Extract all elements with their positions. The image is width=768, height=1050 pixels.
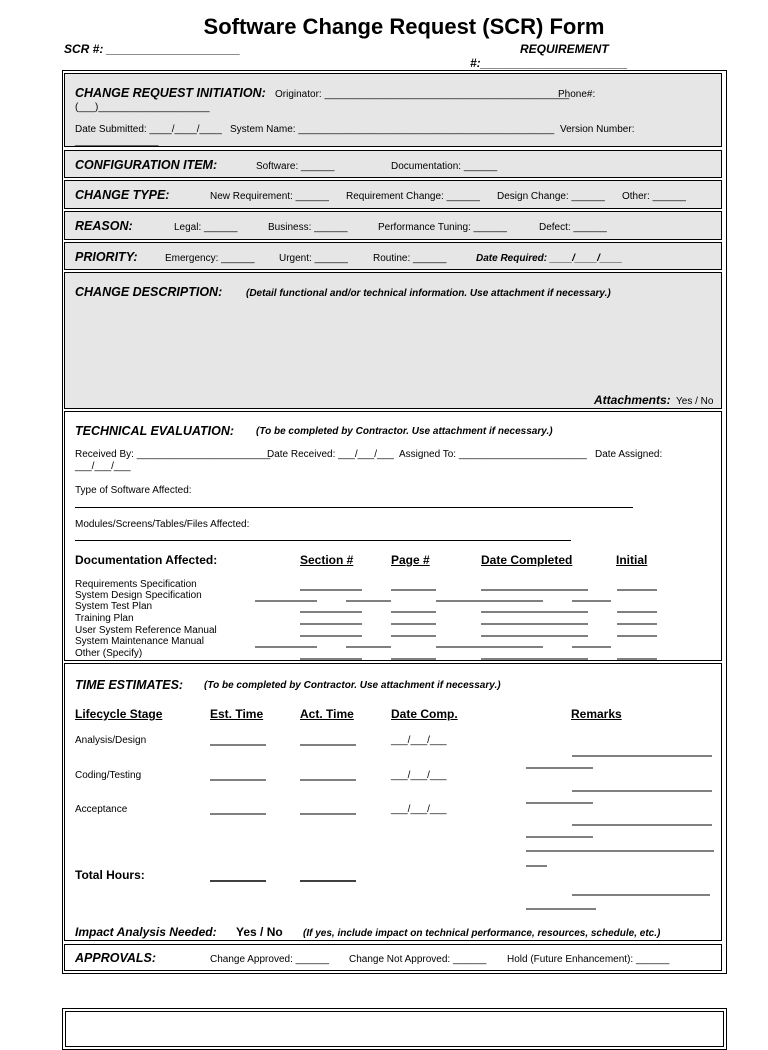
new-requirement-field[interactable]: New Requirement: ______ <box>210 191 329 202</box>
doc-table-lines[interactable] <box>65 572 721 660</box>
act-time-column-header: Act. Time <box>300 707 354 721</box>
software-affected-label: Type of Software Affected: <box>75 485 192 496</box>
config-section <box>64 150 722 178</box>
doc-row-label: System Design Specification <box>75 590 202 601</box>
performance-tuning-field[interactable]: Performance Tuning: ______ <box>378 222 507 233</box>
emergency-field[interactable]: Emergency: ______ <box>165 253 255 264</box>
doc-row-label: Requirements Specification <box>75 579 197 590</box>
hold-field[interactable]: Hold (Future Enhancement): ______ <box>507 954 670 965</box>
approvals-section <box>64 944 722 971</box>
documentation-field[interactable]: Documentation: ______ <box>391 161 498 172</box>
requirement-label: REQUIREMENT <box>520 42 609 56</box>
other-field[interactable]: Other: ______ <box>622 191 686 202</box>
section-column-header: Section # <box>300 553 354 567</box>
form-title: Software Change Request (SCR) Form <box>203 14 605 39</box>
date-assigned-label: Date Assigned: <box>595 449 663 460</box>
software-affected-line[interactable] <box>75 507 633 508</box>
lifecycle-stage-column-header: Lifecycle Stage <box>75 707 163 721</box>
urgent-field[interactable]: Urgent: ______ <box>279 253 348 264</box>
date-comp-field[interactable]: ___/___/___ <box>391 735 447 746</box>
change-type-section <box>64 180 722 209</box>
received-by-field[interactable]: Received By: ________________________ <box>75 449 271 460</box>
phone-label: Phone#: <box>558 89 596 100</box>
time-heading: TIME ESTIMATES: <box>75 678 184 692</box>
scr-number-field[interactable]: SCR #: ____________________ <box>64 42 241 56</box>
time-section <box>64 663 722 941</box>
change-approved-field[interactable]: Change Approved: ______ <box>210 954 329 965</box>
stage-row-label: Acceptance <box>75 804 128 815</box>
version-label: Version Number: <box>560 124 635 135</box>
next-page-frame <box>62 1008 727 1050</box>
est-time-column-header: Est. Time <box>210 707 264 721</box>
originator-field[interactable]: Originator: ____________________________________________ <box>275 89 570 100</box>
change-type-heading: CHANGE TYPE: <box>75 188 170 202</box>
attachments-yes-no[interactable]: Yes / No <box>676 396 714 407</box>
config-heading: CONFIGURATION ITEM: <box>75 158 218 172</box>
business-field[interactable]: Business: ______ <box>268 222 348 233</box>
assigned-to-field[interactable]: Assigned To: _______________________ <box>399 449 587 460</box>
date-received-field[interactable]: Date Received: ___/___/___ <box>267 449 394 460</box>
requirement-number-field[interactable]: #:______________________ <box>470 56 628 70</box>
requirement-change-field[interactable]: Requirement Change: ______ <box>346 191 480 202</box>
reason-section <box>64 211 722 240</box>
impact-note: (If yes, include impact on technical performance, resources, schedule, etc.) <box>303 928 661 939</box>
stage-row-label: Coding/Testing <box>75 770 142 781</box>
impact-yes-no[interactable]: Yes / No <box>236 925 283 939</box>
design-change-field[interactable]: Design Change: ______ <box>497 191 605 202</box>
date-required-field[interactable]: Date Required: ____/____/____ <box>476 253 623 264</box>
date-submitted-field[interactable]: Date Submitted: ____/____/____ <box>75 124 222 135</box>
doc-row-label: User System Reference Manual <box>75 625 217 636</box>
impact-analysis-label: Impact Analysis Needed: <box>75 925 217 939</box>
modules-affected-label: Modules/Screens/Tables/Files Affected: <box>75 519 250 530</box>
approvals-heading: APPROVALS: <box>75 951 157 965</box>
phone-field[interactable]: (___)____________________ <box>75 102 210 113</box>
technical-note: (To be completed by Contractor. Use attachment if necessary.) <box>256 426 553 437</box>
date-completed-column-header: Date Completed <box>481 553 573 567</box>
change-not-approved-field[interactable]: Change Not Approved: ______ <box>349 954 487 965</box>
modules-affected-line[interactable] <box>75 540 571 541</box>
defect-field[interactable]: Defect: ______ <box>539 222 607 233</box>
date-comp-field[interactable]: ___/___/___ <box>391 770 447 781</box>
routine-field[interactable]: Routine: ______ <box>373 253 447 264</box>
version-field[interactable]: _______________ <box>75 136 159 147</box>
initiation-heading: CHANGE REQUEST INITIATION: <box>75 86 266 100</box>
page-column-header: Page # <box>391 553 430 567</box>
doc-row-label: Training Plan <box>75 613 134 624</box>
time-table-lines[interactable] <box>65 664 721 914</box>
priority-heading: PRIORITY: <box>75 250 138 264</box>
priority-section <box>64 242 722 270</box>
documentation-affected-heading: Documentation Affected: <box>75 553 218 567</box>
remarks-column-header: Remarks <box>571 707 622 721</box>
reason-heading: REASON: <box>75 219 133 233</box>
doc-row-label: Other (Specify) <box>75 648 143 659</box>
description-section <box>64 272 722 409</box>
doc-row-label: System Maintenance Manual <box>75 636 204 647</box>
time-note: (To be completed by Contractor. Use attachment if necessary.) <box>204 680 501 691</box>
legal-field[interactable]: Legal: ______ <box>174 222 238 233</box>
date-comp-field[interactable]: ___/___/___ <box>391 804 447 815</box>
date-assigned-field[interactable]: ___/___/___ <box>75 461 131 472</box>
stage-row-label: Analysis/Design <box>75 735 147 746</box>
next-page-inner-frame <box>65 1011 724 1047</box>
total-hours-label: Total Hours: <box>75 868 145 882</box>
software-field[interactable]: Software: ______ <box>256 161 335 172</box>
doc-row-label: System Test Plan <box>75 601 153 612</box>
technical-section <box>64 411 722 661</box>
initial-column-header: Initial <box>616 553 648 567</box>
system-name-field[interactable]: System Name: ______________________________________________ <box>230 124 555 135</box>
date-comp-column-header: Date Comp. <box>391 707 458 721</box>
description-note: (Detail functional and/or technical information. Use attachment if necessary.) <box>246 288 611 299</box>
initiation-section <box>64 73 722 147</box>
description-heading: CHANGE DESCRIPTION: <box>75 285 223 299</box>
attachments-label: Attachments: <box>594 393 671 407</box>
technical-heading: TECHNICAL EVALUATION: <box>75 424 235 438</box>
